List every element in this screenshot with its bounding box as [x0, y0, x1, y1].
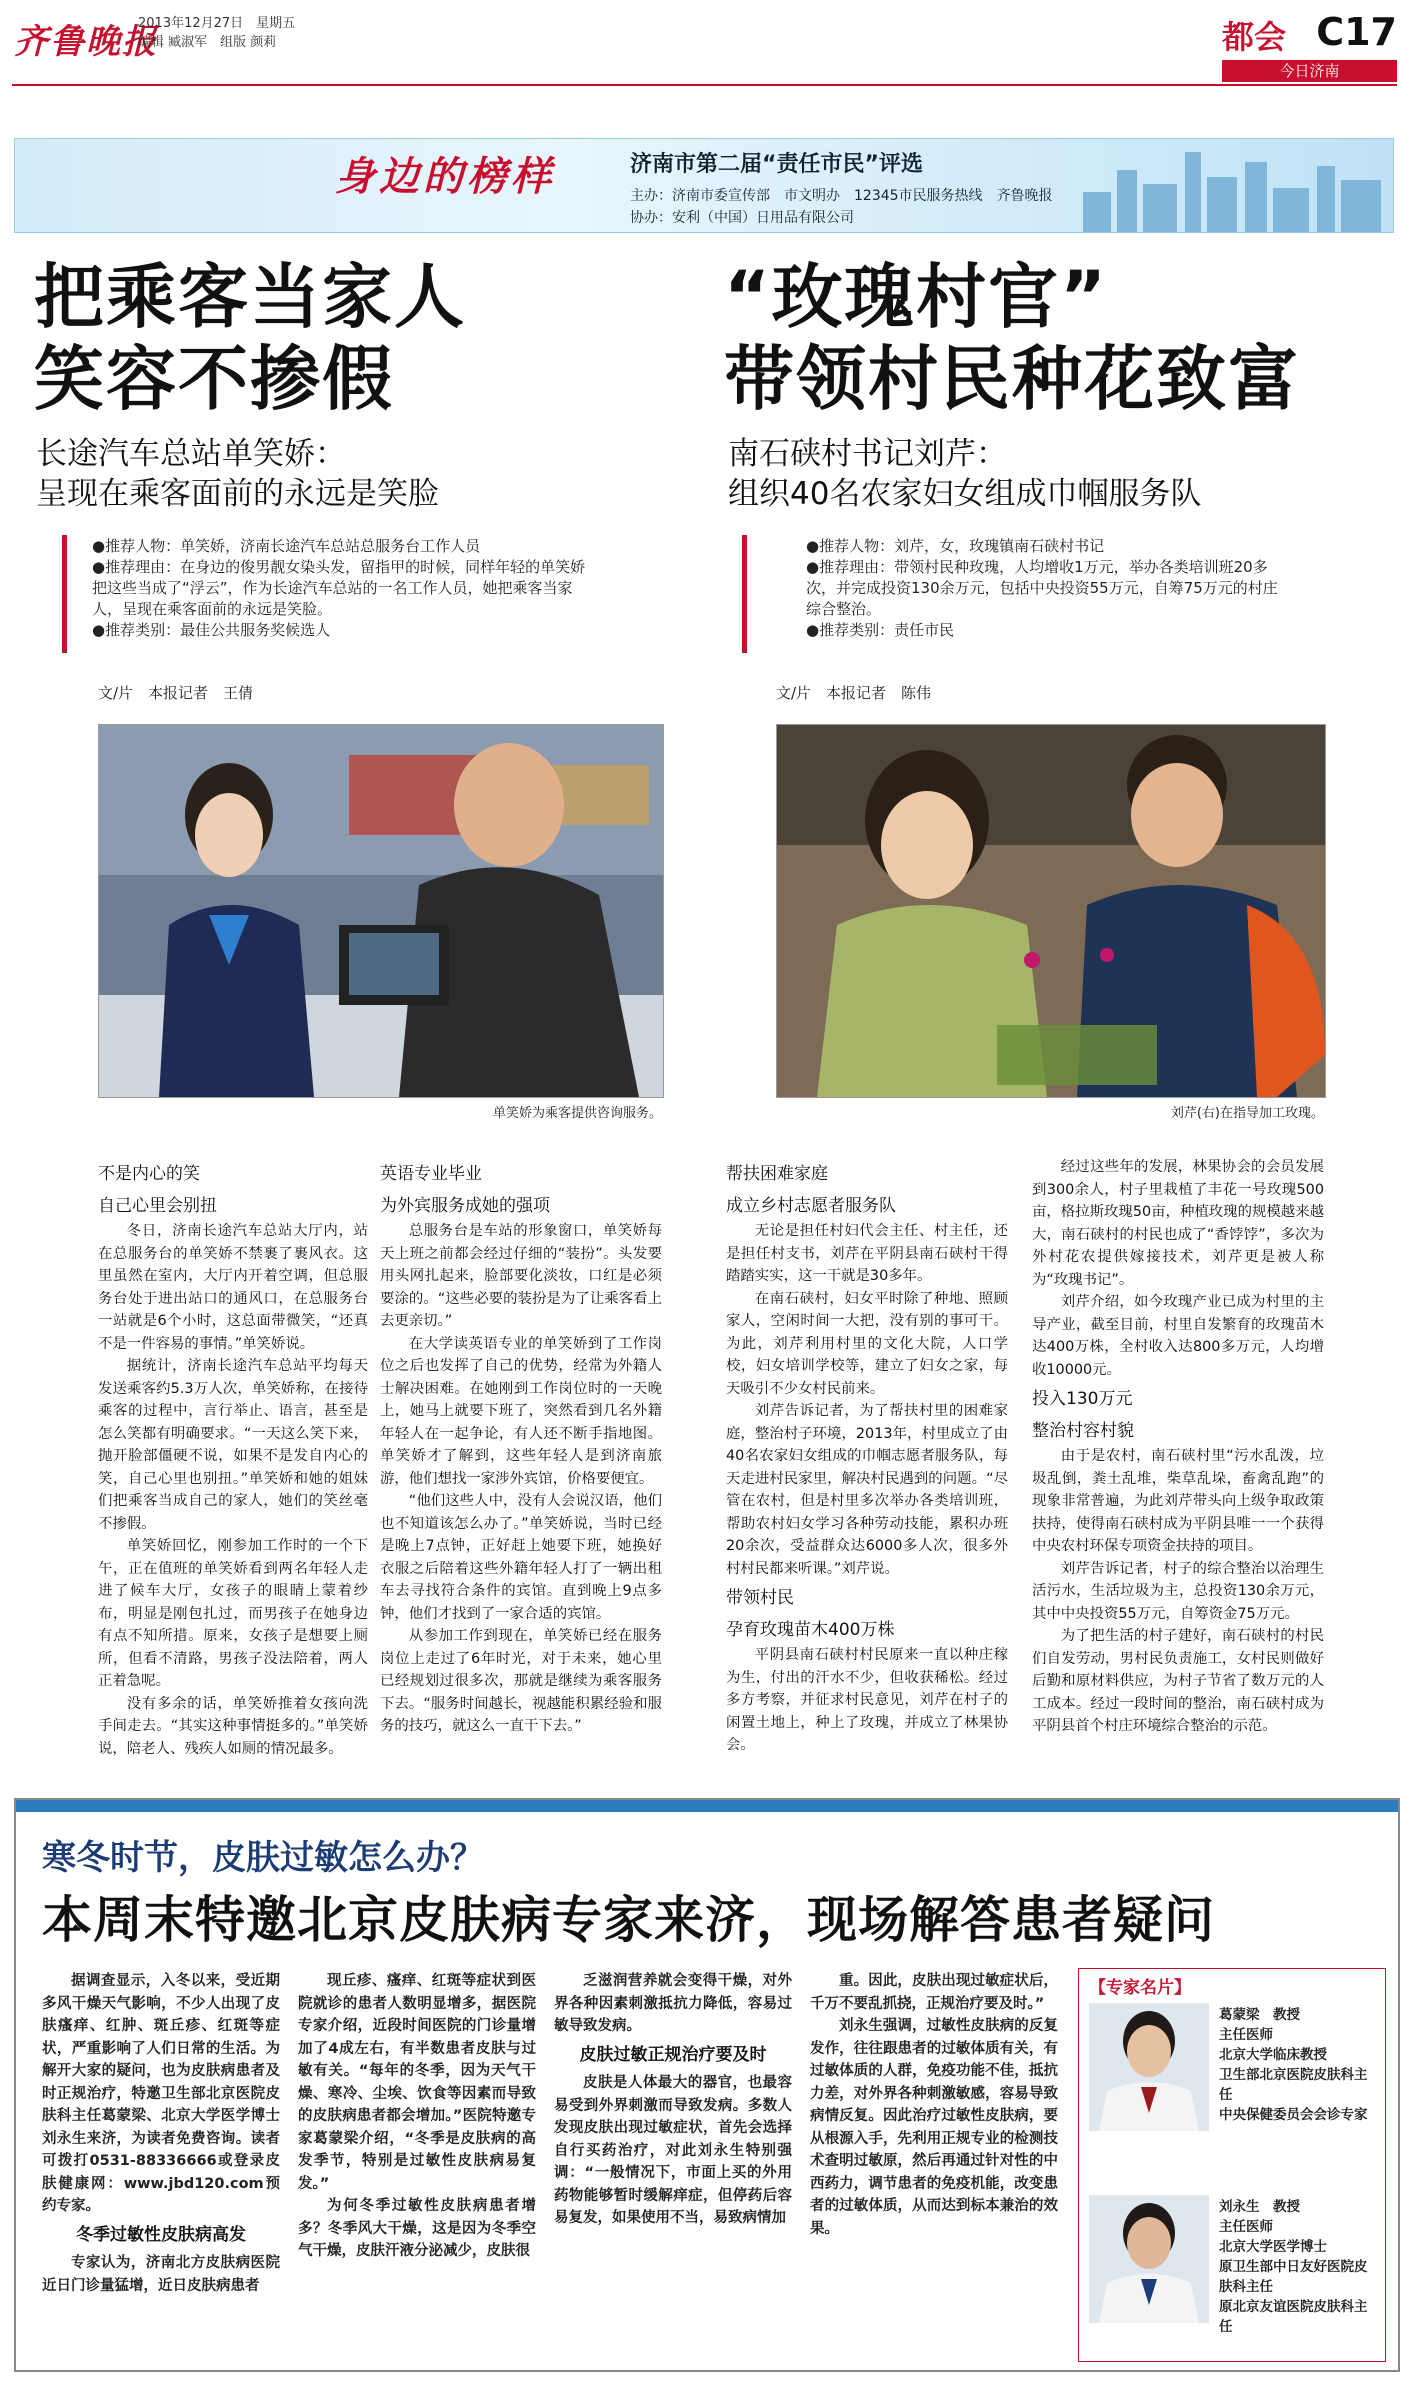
expert-2-line: 原卫生部中日友好医院皮肤科主任 [1219, 2259, 1368, 2295]
section-subhead: 自己心里会别扭 [98, 1196, 217, 1216]
expert-2-name: 刘永生 教授 [1219, 2199, 1300, 2215]
ad-headline-1: 寒冬时节，皮肤过敏怎么办？ [42, 1838, 484, 1878]
right-subheadline-line1: 南石硖村书记刘芹： [728, 436, 1007, 472]
paragraph: 由于是农村，南石硖村里“污水乱泼，垃圾乱倒，粪土乱堆，柴草乱垛，畜禽乱跑”的现象非常普遍，为此刘芹带头向上级争取政策扶持，使得南石硖村成为平阴县唯一一个获得中央农村环保专项资金扶持的项目。 [1032, 1448, 1324, 1554]
header-divider [12, 84, 1397, 86]
section-subhead: 不是内心的笑 [98, 1164, 200, 1184]
section-subhead: 皮肤过敏正规治疗要及时 [579, 2044, 767, 2065]
left-story-photo [98, 724, 664, 1098]
paragraph: 刘芹告诉记者，村子的综合整治以治理生活污水，生活垃圾为主，总投资130余万元，其中中央投资55万元，自筹资金75万元。 [1032, 1560, 1324, 1622]
left-photo-caption: 单笑娇为乘客提供咨询服务。 [492, 1106, 662, 1121]
page-number: C17 [1316, 10, 1397, 54]
paragraph: 重。因此，皮肤出现过敏症状后，千万不要乱抓挠，正规治疗要及时。” [810, 1973, 1058, 2012]
paragraph: 从参加工作到现在，单笑娇已经在服务岗位上走过了6年时光，对于未来，她心里已经规划过很多次，那就是继续为乘客服务下去。“服务时间越长，视越能积累经验和服务的技巧，就这么一直干下去。” [380, 1628, 662, 1734]
rec-person: ●推荐人物：刘芹，女，玫瑰镇南石硖村书记 [806, 537, 1105, 555]
expert-1-line: 中央保健委员会会诊专家 [1219, 2107, 1368, 2123]
banner-cohost: 协办：安利（中国）日用品有限公司 [630, 210, 854, 226]
section-subhead: 成立乡村志愿者服务队 [726, 1196, 896, 1216]
banner-title: 身边的榜样 [335, 153, 555, 200]
right-byline: 文/片 本报记者 陈伟 [776, 684, 932, 702]
paragraph: 总服务台是车站的形象窗口，单笑娇每天上班之前都会经过仔细的“装扮”。头发要用头网扎起来，脸部要化淡妆，口红是必须要涂的。“这些必要的装扮是为了让乘客看上去更亲切。” [380, 1223, 662, 1329]
paragraph: 专家认为，济南北方皮肤病医院近日门诊量猛增，近日皮肤病患者 [42, 2255, 280, 2294]
left-headline-line2: 笑容不掺假 [34, 338, 394, 420]
expert-card-title: 【专家名片】 [1089, 1978, 1191, 1998]
issue-date: 2013年12月27日 星期五 [138, 16, 296, 31]
editor-line: 编辑 臧淑军 组版 颜莉 [138, 35, 277, 50]
expert-1-line: 卫生部北京医院皮肤科主任 [1219, 2067, 1368, 2103]
paragraph: 经过这些年的发展，林果协会的会员发展到300余人，村子里栽植了丰花一号玫瑰500亩，格拉斯玫瑰50亩，种植玫瑰的规模越来越大，南石硖村的村民也成了“香饽饽”，多次为外村花农提供嫁接技术，刘芹更是被人称为“玫瑰书记”。 [1032, 1159, 1324, 1288]
paragraph: 为了把生活的村子建好，南石硖村的村民们自发劳动，男村民负责施工，女村民则做好后勤和原材料供应，为村子节省了数万元的人工成本。经过一段时间的整治，南石硖村成为平阴县首个村庄环境综合整治的示范。 [1032, 1628, 1324, 1734]
ad-column-3 [554, 1970, 792, 2350]
left-rec-bar [62, 535, 67, 653]
expert-2-line: 原北京友谊医院皮肤科主任 [1219, 2299, 1368, 2335]
paragraph: 乏滋润营养就会变得干燥，对外界各种因素刺激抵抗力降低，容易过敏导致发病。 [554, 1973, 792, 2034]
paragraph: 为何冬季过敏性皮肤病患者增多？冬季风大干燥，这是因为冬季空气干燥，皮肤汗液分泌减少，皮肤很 [298, 2198, 536, 2259]
skyline-graphic [1073, 142, 1393, 232]
paragraph: “他们这些人中，没有人会说汉语，他们也不知道该怎么办了。”单笑娇说，当时已经是晚上7点钟，正好赶上她要下班，她换好衣服之后陪着这些外籍年轻人打了一辆出租车去寻找符合条件的宾馆。直到晚上9点多钟，他们才找到了一家合适的宾馆。 [380, 1493, 662, 1622]
expert-2-info [1219, 2197, 1379, 2337]
right-headline-line2: 带领村民种花致富 [724, 338, 1300, 420]
ad-column-2 [298, 1970, 536, 2350]
section-subtitle: 今日济南 [1222, 60, 1397, 82]
paragraph: 平阴县南石硖村村民原来一直以种庄稼为生，付出的汗水不少，但收获稀松。经过多方考察，并征求村民意见，刘芹在村子的闲置土地上，种上了玫瑰，并成立了林果协会。 [726, 1647, 1008, 1753]
banner-subtitle: 济南市第二届“责任市民”评选 [630, 152, 923, 177]
paragraph: 单笑娇回忆，刚参加工作时的一个下午，正在值班的单笑娇看到两名年轻人走进了候车大厅，女孩子的眼睛上蒙着纱布，明显是刚包扎过，而男孩子在她身边有点不知所措。原来，女孩子是想要上厕所，但看不清路，男孩子没法陪着，两人正着急呢。 [98, 1538, 368, 1689]
paragraph: 刘芹介绍，如今玫瑰产业已成为村里的主导产业，截至目前，村里自发繁育的玫瑰苗木达400万株，全村收入达800多万元，人均增收10000元。 [1032, 1294, 1324, 1378]
rec-person: ●推荐人物：单笑娇，济南长途汽车总站总服务台工作人员 [92, 537, 481, 555]
paragraph: 据统计，济南长途汽车总站平均每天发送乘客约5.3万人次，单笑娇称，在接待乘客的过程中，言行举止、语言，甚至是怎么笑都有明确要求。“一天这么笑下来，抛开脸部僵硬不说，如果不是发自内心的笑，自己心里也别扭。”单笑娇和她的姐妹们把乘客当成自己的家人，她们的笑丝毫不掺假。 [98, 1358, 368, 1532]
rec-category: ●推荐类别：最佳公共服务奖候选人 [92, 621, 331, 639]
right-rec-bar [742, 535, 747, 653]
left-subheadline-line1: 长途汽车总站单笑娇： [36, 436, 346, 472]
right-column-1 [726, 1156, 1008, 1776]
expert-1-info [1219, 2005, 1379, 2125]
paragraph: 没有多余的话，单笑娇推着女孩向洗手间走去。“其实这种事情挺多的。”单笑娇说，陪老人、残疾人如厕的情况最多。 [98, 1695, 368, 1757]
left-recommendation [92, 536, 592, 641]
expert-2-line: 主任医师 [1219, 2219, 1273, 2235]
paragraph: 冬日，济南长途汽车总站大厅内，站在总服务台的单笑娇不禁裹了裹风衣。这里虽然在室内，大厅内开着空调，但总服务台处于进出站口的通风口，在总服务台一站就是6个小时，这总面带微笑，“还真不是一件容易的事情。”单笑娇说。 [98, 1223, 368, 1352]
right-headline-line1: “玫瑰村官” [724, 256, 1109, 338]
expert-2-line: 北京大学医学博士 [1219, 2239, 1327, 2255]
station-service-desk-photo [99, 725, 663, 1097]
paragraph: 无论是担任村妇代会主任、村主任，还是担任村支书，刘芹在平阴县南石硖村干得踏踏实实，这一干就是30多年。 [726, 1223, 1008, 1284]
rec-reason: ●推荐理由：在身边的俊男靓女染头发，留指甲的时候，同样年轻的单笑娇把这些当成了“浮云”，作为长途汽车总站的一名工作人员，她把乘客当家人，呈现在乘客面前的永远是笑脸。 [92, 558, 586, 618]
ad-top-bar [16, 1800, 1398, 1812]
left-subheadline-line2: 呈现在乘客面前的永远是笑脸 [36, 476, 439, 512]
rec-category: ●推荐类别：责任市民 [806, 621, 955, 639]
paragraph: 据调查显示，入冬以来，受近期多风干燥天气影响，不少人出现了皮肤瘙痒、红肿、斑丘疹、红斑等症状，严重影响了人们日常的生活。为解开大家的疑问，也为皮肤病患者及时正规治疗，特邀卫生部北京医院皮肤科主任葛蒙梁、北京大学医学博士刘永生来济，为读者免费咨询。读者可拨打0531-88336666或登录皮肤健康网：www.jbd120.com预约专家。 [42, 1973, 280, 2214]
expert-1-name: 葛蒙梁 教授 [1219, 2007, 1300, 2023]
banner-hosts: 主办：济南市委宣传部 市文明办 12345市民服务热线 齐鲁晚报 [630, 188, 1053, 204]
campaign-banner [14, 138, 1394, 233]
paragraph: 现丘疹、瘙痒、红斑等症状到医院就诊的患者人数明显增多，据医院专家介绍，近段时间医院的门诊量增加了4成左右，有半数患者皮肤与过敏有关。“每年的冬季，因为天气干燥、寒冷、尘埃、饮食等因素而导致的皮肤病患者都会增加。”医院特邀专家葛蒙梁介绍，“冬季是皮肤病的高发季节，特别是过敏性皮肤病易复发。” [298, 1973, 536, 2192]
right-recommendation [806, 536, 1282, 641]
right-photo-caption: 刘芹(右)在指导加工玫瑰。 [1170, 1106, 1324, 1121]
section-header [1222, 10, 1397, 82]
section-subhead: 孕育玫瑰苗木400万株 [726, 1620, 895, 1640]
section-subhead: 投入130万元 [1032, 1389, 1133, 1409]
section-subhead: 冬季过敏性皮肤病高发 [76, 2224, 246, 2245]
right-subheadline-line2: 组织40名农家妇女组成巾帼服务队 [728, 476, 1202, 512]
section-subhead: 带领村民 [726, 1588, 794, 1608]
paragraph: 在大学读英语专业的单笑娇到了工作岗位之后也发挥了自己的优势，经常为外籍人士解决困难。在她刚到工作岗位时的一天晚上，她马上就要下班了，突然看到几名外籍年轻人在一起争论，有人还不断手指地图。单笑娇才了解到，这些年轻人是到济南旅游，他们想找一家涉外宾馆，价格要便宜。 [380, 1335, 662, 1487]
expert-card [1078, 1968, 1386, 2362]
left-headline-line1: 把乘客当家人 [34, 256, 466, 338]
newspaper-logo: 齐鲁晚报 [14, 22, 158, 62]
section-subhead: 整治村容村貌 [1032, 1421, 1134, 1441]
ad-column-1 [42, 1970, 280, 2350]
section-subhead: 英语专业毕业 [380, 1164, 482, 1184]
rose-processing-photo [777, 725, 1325, 1097]
expert-1-line: 主任医师 [1219, 2027, 1273, 2043]
paragraph: 刘永生强调，过敏性皮肤病的反复发作，往往跟患者的过敏体质有关，有过敏体质的人群，免疫功能不佳，抵抗力差，对外界各种刺激敏感，容易导致病情反复。因此治疗过敏性皮肤病，要从根源入手，先利用正规专业的检测技术查明过敏原，然后再通过针对性的中西药力，调节患者的免疫机能，改变患者的过敏体质，从而达到标本兼治的效果。 [810, 2018, 1058, 2237]
right-column-2 [1032, 1156, 1324, 1776]
ad-column-4 [810, 1970, 1058, 2350]
rec-reason: ●推荐理由：带领村民种玫瑰，人均增收1万元，举办各类培训班20多次，并完成投资130余万元，包括中央投资55万元，自筹75万元的村庄综合整治。 [806, 558, 1278, 618]
section-subhead: 为外宾服务成她的强项 [380, 1196, 550, 1216]
paragraph: 刘芹告诉记者，为了帮扶村里的困难家庭，整治村子环境，2013年，村里成立了由40名农家妇女组成的巾帼志愿者服务队，每天走进村民家里，解决村民遇到的问题。“尽管在农村，但是村里多次举办各类培训班，帮助农村妇女学习各种劳动技能，累积办班20余次，受益群众达6000多人次，很多外村村民都来听课。”刘芹说。 [726, 1403, 1008, 1577]
right-story-photo [776, 724, 1326, 1098]
expert-1-line: 北京大学临床教授 [1219, 2047, 1327, 2063]
paragraph: 皮肤是人体最大的器官，也最容易受到外界刺激而导致发病。多数人发现皮肤出现过敏症状，首先会选择自行买药治疗，对此刘永生特别强调：“一般情况下，市面上买的外用药物能够暂时缓解痒症，但停药后容易复发，如果使用不当，易致病情加 [554, 2075, 792, 2226]
expert-1-portrait [1089, 2003, 1209, 2131]
advertisement [14, 1798, 1400, 2372]
left-byline: 文/片 本报记者 王倩 [98, 684, 254, 702]
expert-2-portrait [1089, 2195, 1209, 2323]
left-column-1 [98, 1156, 368, 1776]
issue-info [138, 14, 295, 52]
paragraph: 在南石硖村，妇女平时除了种地、照顾家人，空闲时间一大把，没有别的事可干。为此，刘芹利用村里的文化大院，人口学校，妇女培训学校等，建立了妇女之家，每天吸引不少女村民前来。 [726, 1290, 1008, 1397]
section-subhead: 帮扶困难家庭 [726, 1164, 828, 1184]
section-name: 都会 [1222, 18, 1287, 56]
ad-headline-2: 本周末特邀北京皮肤病专家来济，现场解答患者疑问 [42, 1891, 1215, 1949]
left-column-2 [380, 1156, 662, 1776]
